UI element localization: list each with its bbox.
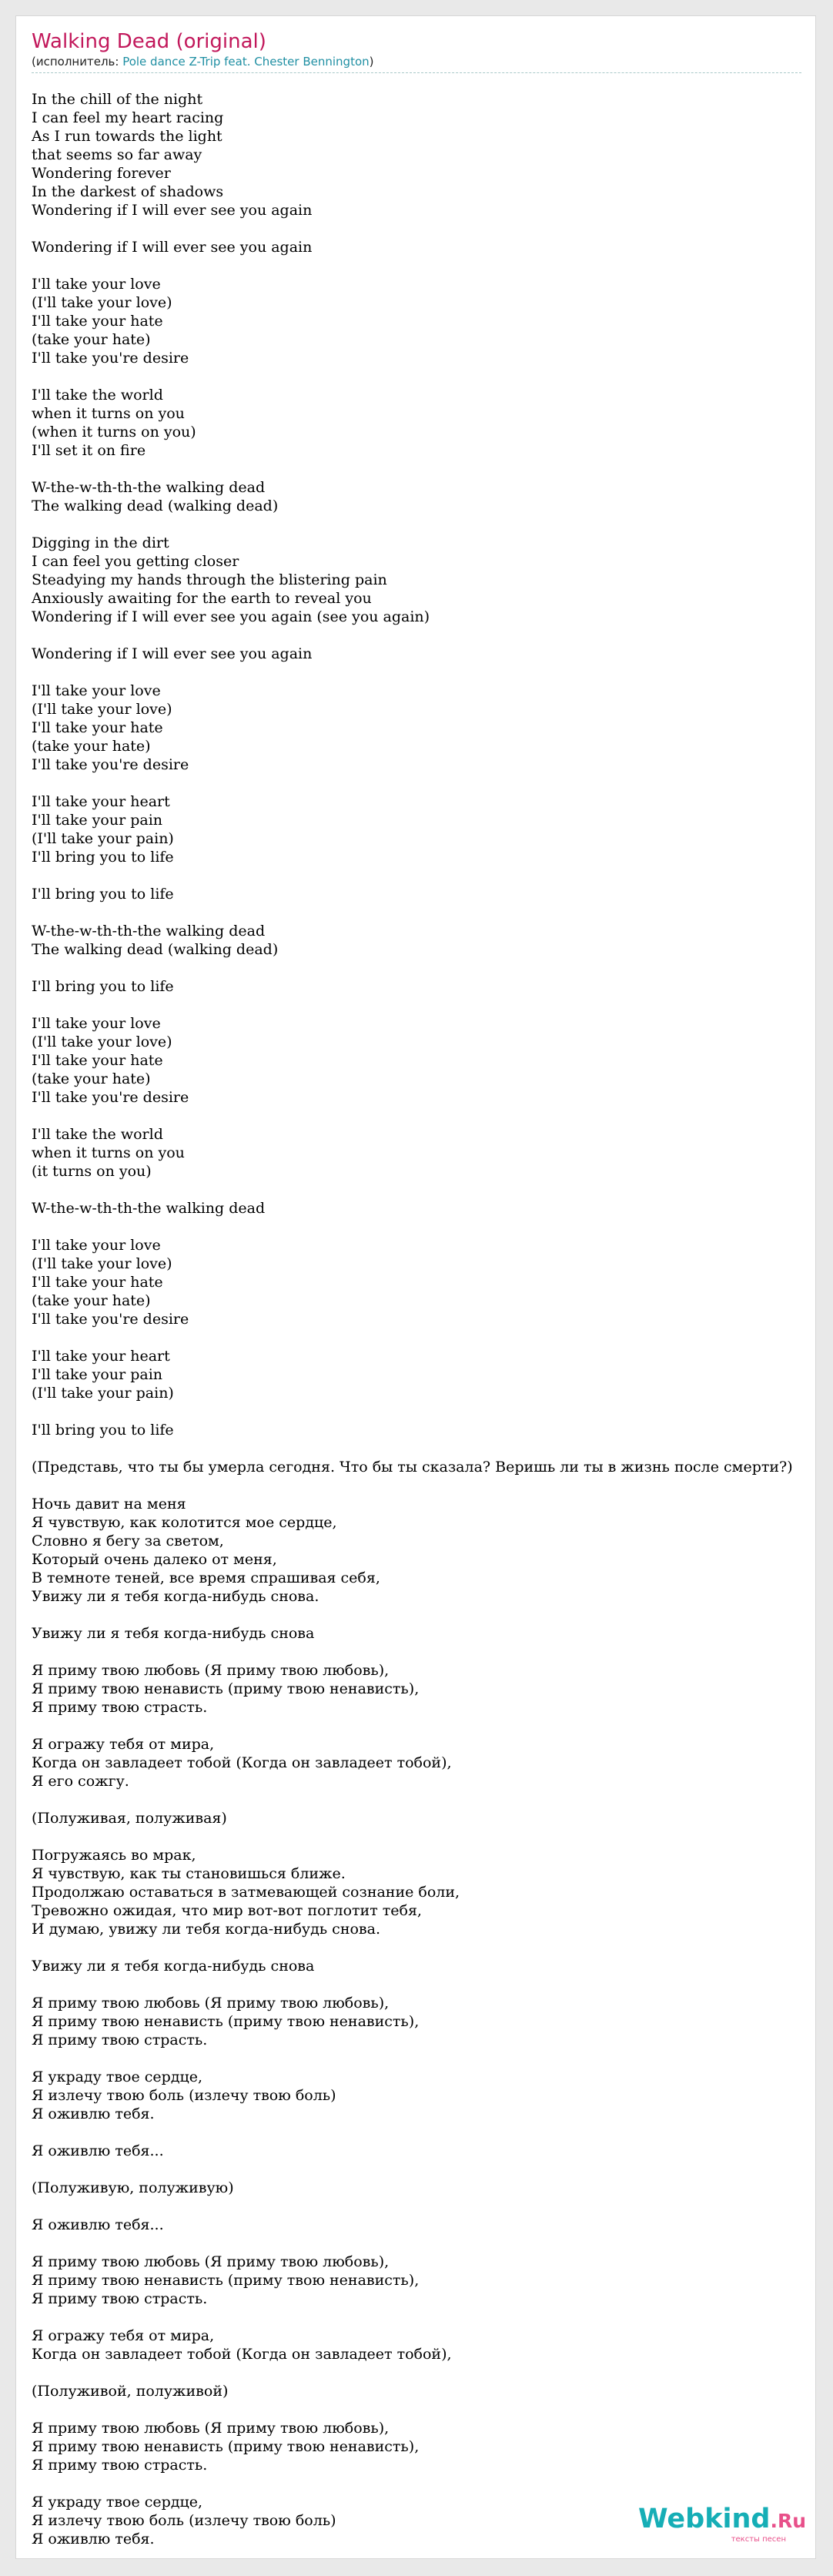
lyrics-line: As I run towards the light (32, 128, 222, 145)
lyrics-line: (take your hate) (32, 738, 151, 755)
lyrics-line: I'll take you're desire (32, 1089, 189, 1106)
lyrics-line: Увижу ли я тебя когда-нибудь снова (32, 1625, 315, 1642)
lyrics-line: I'll take your love (32, 1015, 161, 1032)
lyrics-blank-line (32, 1476, 816, 1495)
lyrics-line: (I'll take your love) (32, 1255, 172, 1272)
lyrics-line: Я приму твою ненависть (приму твою ненависть), (32, 1680, 420, 1697)
lyrics-blank-line (32, 256, 816, 275)
lyrics-line: Продолжаю оставаться в затмевающей сознание боли, (32, 1884, 460, 1901)
lyrics-line: I'll take your hate (32, 1052, 163, 1069)
lyrics-line: Я приму твою любовь (Я приму твою любовь), (32, 1662, 390, 1679)
lyrics-line: Я приму твою любовь (Я приму твою любовь), (32, 1995, 390, 2012)
lyrics-line: Я приму твою страсть. (32, 1699, 208, 1716)
lyrics-line: W-the-w-th-th-the walking dead (32, 479, 266, 496)
lyrics-line: Я излечу твою боль (излечу твою боль) (32, 2512, 336, 2529)
lyrics-line: Wondering if I will ever see you again (32, 645, 313, 662)
lyrics-text (32, 90, 816, 2548)
lyrics-blank-line (32, 1790, 816, 1809)
lyrics-blank-line (32, 1975, 816, 1994)
lyrics-blank-line (32, 367, 816, 386)
logo-wordmark (638, 2503, 806, 2537)
lyrics-blank-line (32, 1938, 816, 1957)
lyrics-blank-line (32, 2363, 816, 2382)
lyrics-line: Я огражу тебя от мира, (32, 2327, 215, 2344)
lyrics-line: when it turns on you (32, 405, 185, 422)
lyrics-line: (I'll take your pain) (32, 1385, 174, 1402)
artist-link[interactable]: Pole dance Z-Trip feat. Chester Bennington (122, 55, 370, 69)
lyrics-line: Я приму твою ненависть (приму твою ненависть), (32, 2438, 420, 2455)
lyrics-line: I'll bring you to life (32, 1422, 174, 1439)
lyrics-line: I'll take your pain (32, 1366, 163, 1383)
lyrics-line: Я излечу твою боль (излечу твою боль) (32, 2087, 336, 2104)
lyrics-blank-line (32, 1402, 816, 1421)
lyrics-blank-line (32, 959, 816, 977)
lyrics-line: I'll take your hate (32, 313, 163, 330)
lyrics-line: Я оживлю тебя. (32, 2531, 155, 2548)
lyrics-line: Я оживлю тебя. (32, 2105, 155, 2122)
lyrics-line: I'll take the world (32, 1126, 163, 1143)
lyrics-blank-line (32, 2123, 816, 2142)
lyrics-line: (take your hate) (32, 1070, 151, 1087)
artist-suffix: ) (369, 55, 374, 69)
lyrics-line: Я приму твою страсть. (32, 2290, 208, 2307)
lyrics-line: Тревожно ожидая, что мир вот-вот поглотит тебя, (32, 1902, 422, 1919)
lyrics-line: И думаю, увижу ли тебя когда-нибудь снова. (32, 1921, 380, 1938)
lyrics-line: I'll take you're desire (32, 756, 189, 773)
lyrics-blank-line (32, 2160, 816, 2179)
lyrics-blank-line (32, 460, 816, 478)
lyrics-line: I'll take your pain (32, 812, 163, 829)
lyrics-line: (take your hate) (32, 331, 151, 348)
artist-line (32, 55, 801, 73)
lyrics-line: Digging in the dirt (32, 534, 169, 551)
lyrics-line: Увижу ли я тебя когда-нибудь снова. (32, 1588, 319, 1605)
lyrics-line: Когда он завладеет тобой (Когда он завладеет тобой), (32, 2346, 452, 2363)
lyrics-blank-line (32, 996, 816, 1014)
lyrics-line: I'll take your hate (32, 1274, 163, 1291)
lyrics-line: (take your hate) (32, 1292, 151, 1309)
lyrics-line: Wondering if I will ever see you again (32, 202, 313, 219)
lyrics-blank-line (32, 2474, 816, 2493)
lyrics-blank-line (32, 2400, 816, 2419)
lyrics-line: I'll take your hate (32, 719, 163, 736)
lyrics-blank-line (32, 1107, 816, 1125)
lyrics-line: (Представь, что ты бы умерла сегодня. Что бы ты сказала? Веришь ли ты в жизнь после смерти?) (32, 1459, 793, 1476)
lyrics-line: The walking dead (walking dead) (32, 941, 279, 958)
lyrics-blank-line (32, 219, 816, 238)
lyrics-line: Я его сожгу. (32, 1773, 129, 1790)
lyrics-line: I'll take your love (32, 276, 161, 293)
lyrics-blank-line (32, 515, 816, 534)
lyrics-line: Я оживлю тебя... (32, 2142, 164, 2159)
lyrics-line: (I'll take your love) (32, 294, 172, 311)
lyrics-line: I'll bring you to life (32, 849, 174, 866)
lyrics-line: (I'll take your love) (32, 1033, 172, 1050)
lyrics-line: В темноте теней, все время спрашивая себя, (32, 1569, 380, 1586)
lyrics-line: Anxiously awaiting for the earth to reveal you (32, 590, 372, 607)
lyrics-line: I'll take you're desire (32, 350, 189, 367)
lyrics-blank-line (32, 1717, 816, 1735)
lyrics-line: (Полуживую, полуживую) (32, 2179, 234, 2196)
lyrics-blank-line (32, 1827, 816, 1846)
lyrics-line: Я чувствую, как колотится мое сердце, (32, 1514, 337, 1531)
lyrics-line: (it turns on you) (32, 1163, 152, 1180)
lyrics-line: Я приму твою любовь (Я приму твою любовь), (32, 2420, 390, 2437)
lyrics-blank-line (32, 866, 816, 885)
logo-tld: .Ru (770, 2510, 806, 2532)
lyrics-line: I'll take your love (32, 682, 161, 699)
lyrics-blank-line (32, 1606, 816, 1624)
lyrics-line: Я приму твою любовь (Я приму твою любовь), (32, 2253, 390, 2270)
lyrics-line: Я украду твое сердце, (32, 2069, 203, 2085)
lyrics-line: I'll bring you to life (32, 886, 174, 903)
lyrics-line: Увижу ли я тебя когда-нибудь снова (32, 1958, 315, 1975)
lyrics-line: Wondering forever (32, 165, 171, 182)
lyrics-line: I'll bring you to life (32, 978, 174, 995)
lyrics-blank-line (32, 2049, 816, 2068)
lyrics-blank-line (32, 2308, 816, 2326)
lyrics-line: (I'll take your love) (32, 701, 172, 718)
lyrics-line: Steadying my hands through the blistering pain (32, 571, 387, 588)
lyrics-line: I'll set it on fire (32, 442, 146, 459)
lyrics-line: (Полуживой, полуживой) (32, 2383, 229, 2400)
lyrics-blank-line (32, 774, 816, 792)
lyrics-line: I can feel you getting closer (32, 553, 239, 570)
logo-brand: Webkind (638, 2504, 771, 2534)
lyrics-blank-line (32, 1218, 816, 1236)
lyrics-line: I'll take the world (32, 387, 163, 404)
lyrics-blank-line (32, 626, 816, 645)
lyrics-line: Я приму твою страсть. (32, 2457, 208, 2474)
lyrics-line: W-the-w-th-th-the walking dead (32, 1200, 266, 1217)
lyrics-line: Я оживлю тебя... (32, 2216, 164, 2233)
lyrics-blank-line (32, 1643, 816, 1661)
lyrics-line: Я украду твое сердце, (32, 2494, 203, 2511)
lyrics-line: I'll take your love (32, 1237, 161, 1254)
lyrics-blank-line (32, 903, 816, 922)
lyrics-card (15, 15, 816, 2559)
logo-tagline: тексты песен (731, 2535, 786, 2544)
lyrics-line: Я приму твою страсть. (32, 2032, 208, 2048)
lyrics-line: W-the-w-th-th-the walking dead (32, 923, 266, 940)
lyrics-line: (I'll take your pain) (32, 830, 174, 847)
lyrics-line: In the darkest of shadows (32, 183, 224, 200)
lyrics-line: I'll take your heart (32, 1348, 170, 1365)
lyrics-line: I'll take you're desire (32, 1311, 189, 1328)
lyrics-line: Wondering if I will ever see you again (32, 239, 313, 256)
lyrics-line: Я чувствую, как ты становишься ближе. (32, 1865, 346, 1882)
lyrics-line: I'll take your heart (32, 793, 170, 810)
lyrics-line: Я приму твою ненависть (приму твою ненависть), (32, 2272, 420, 2289)
lyrics-blank-line (32, 663, 816, 682)
lyrics-line: when it turns on you (32, 1144, 185, 1161)
lyrics-line: (when it turns on you) (32, 424, 196, 440)
artist-prefix: (исполнитель: (32, 55, 123, 69)
lyrics-blank-line (32, 1439, 816, 1458)
lyrics-line: Ночь давит на меня (32, 1496, 186, 1512)
song-title: Walking Dead (original) (32, 30, 266, 53)
lyrics-line: In the chill of the night (32, 91, 203, 108)
lyrics-blank-line (32, 1181, 816, 1199)
lyrics-line: Я приму твою ненависть (приму твою ненависть), (32, 2013, 420, 2030)
lyrics-line: Погружаясь во мрак, (32, 1847, 196, 1864)
lyrics-line: (Полуживая, полуживая) (32, 1810, 227, 1827)
lyrics-line: Я огражу тебя от мира, (32, 1736, 215, 1753)
lyrics-line: that seems so far away (32, 146, 202, 163)
lyrics-line: Который очень далеко от меня, (32, 1551, 277, 1568)
lyrics-line: The walking dead (walking dead) (32, 497, 279, 514)
site-logo[interactable] (638, 2503, 806, 2549)
lyrics-line: Словно я бегу за светом, (32, 1533, 224, 1549)
lyrics-blank-line (32, 2197, 816, 2216)
lyrics-blank-line (32, 2234, 816, 2253)
lyrics-blank-line (32, 1328, 816, 1347)
lyrics-line: I can feel my heart racing (32, 109, 224, 126)
lyrics-line: Когда он завладеет тобой (Когда он завладеет тобой), (32, 1754, 452, 1771)
lyrics-line: Wondering if I will ever see you again (see you again) (32, 608, 430, 625)
